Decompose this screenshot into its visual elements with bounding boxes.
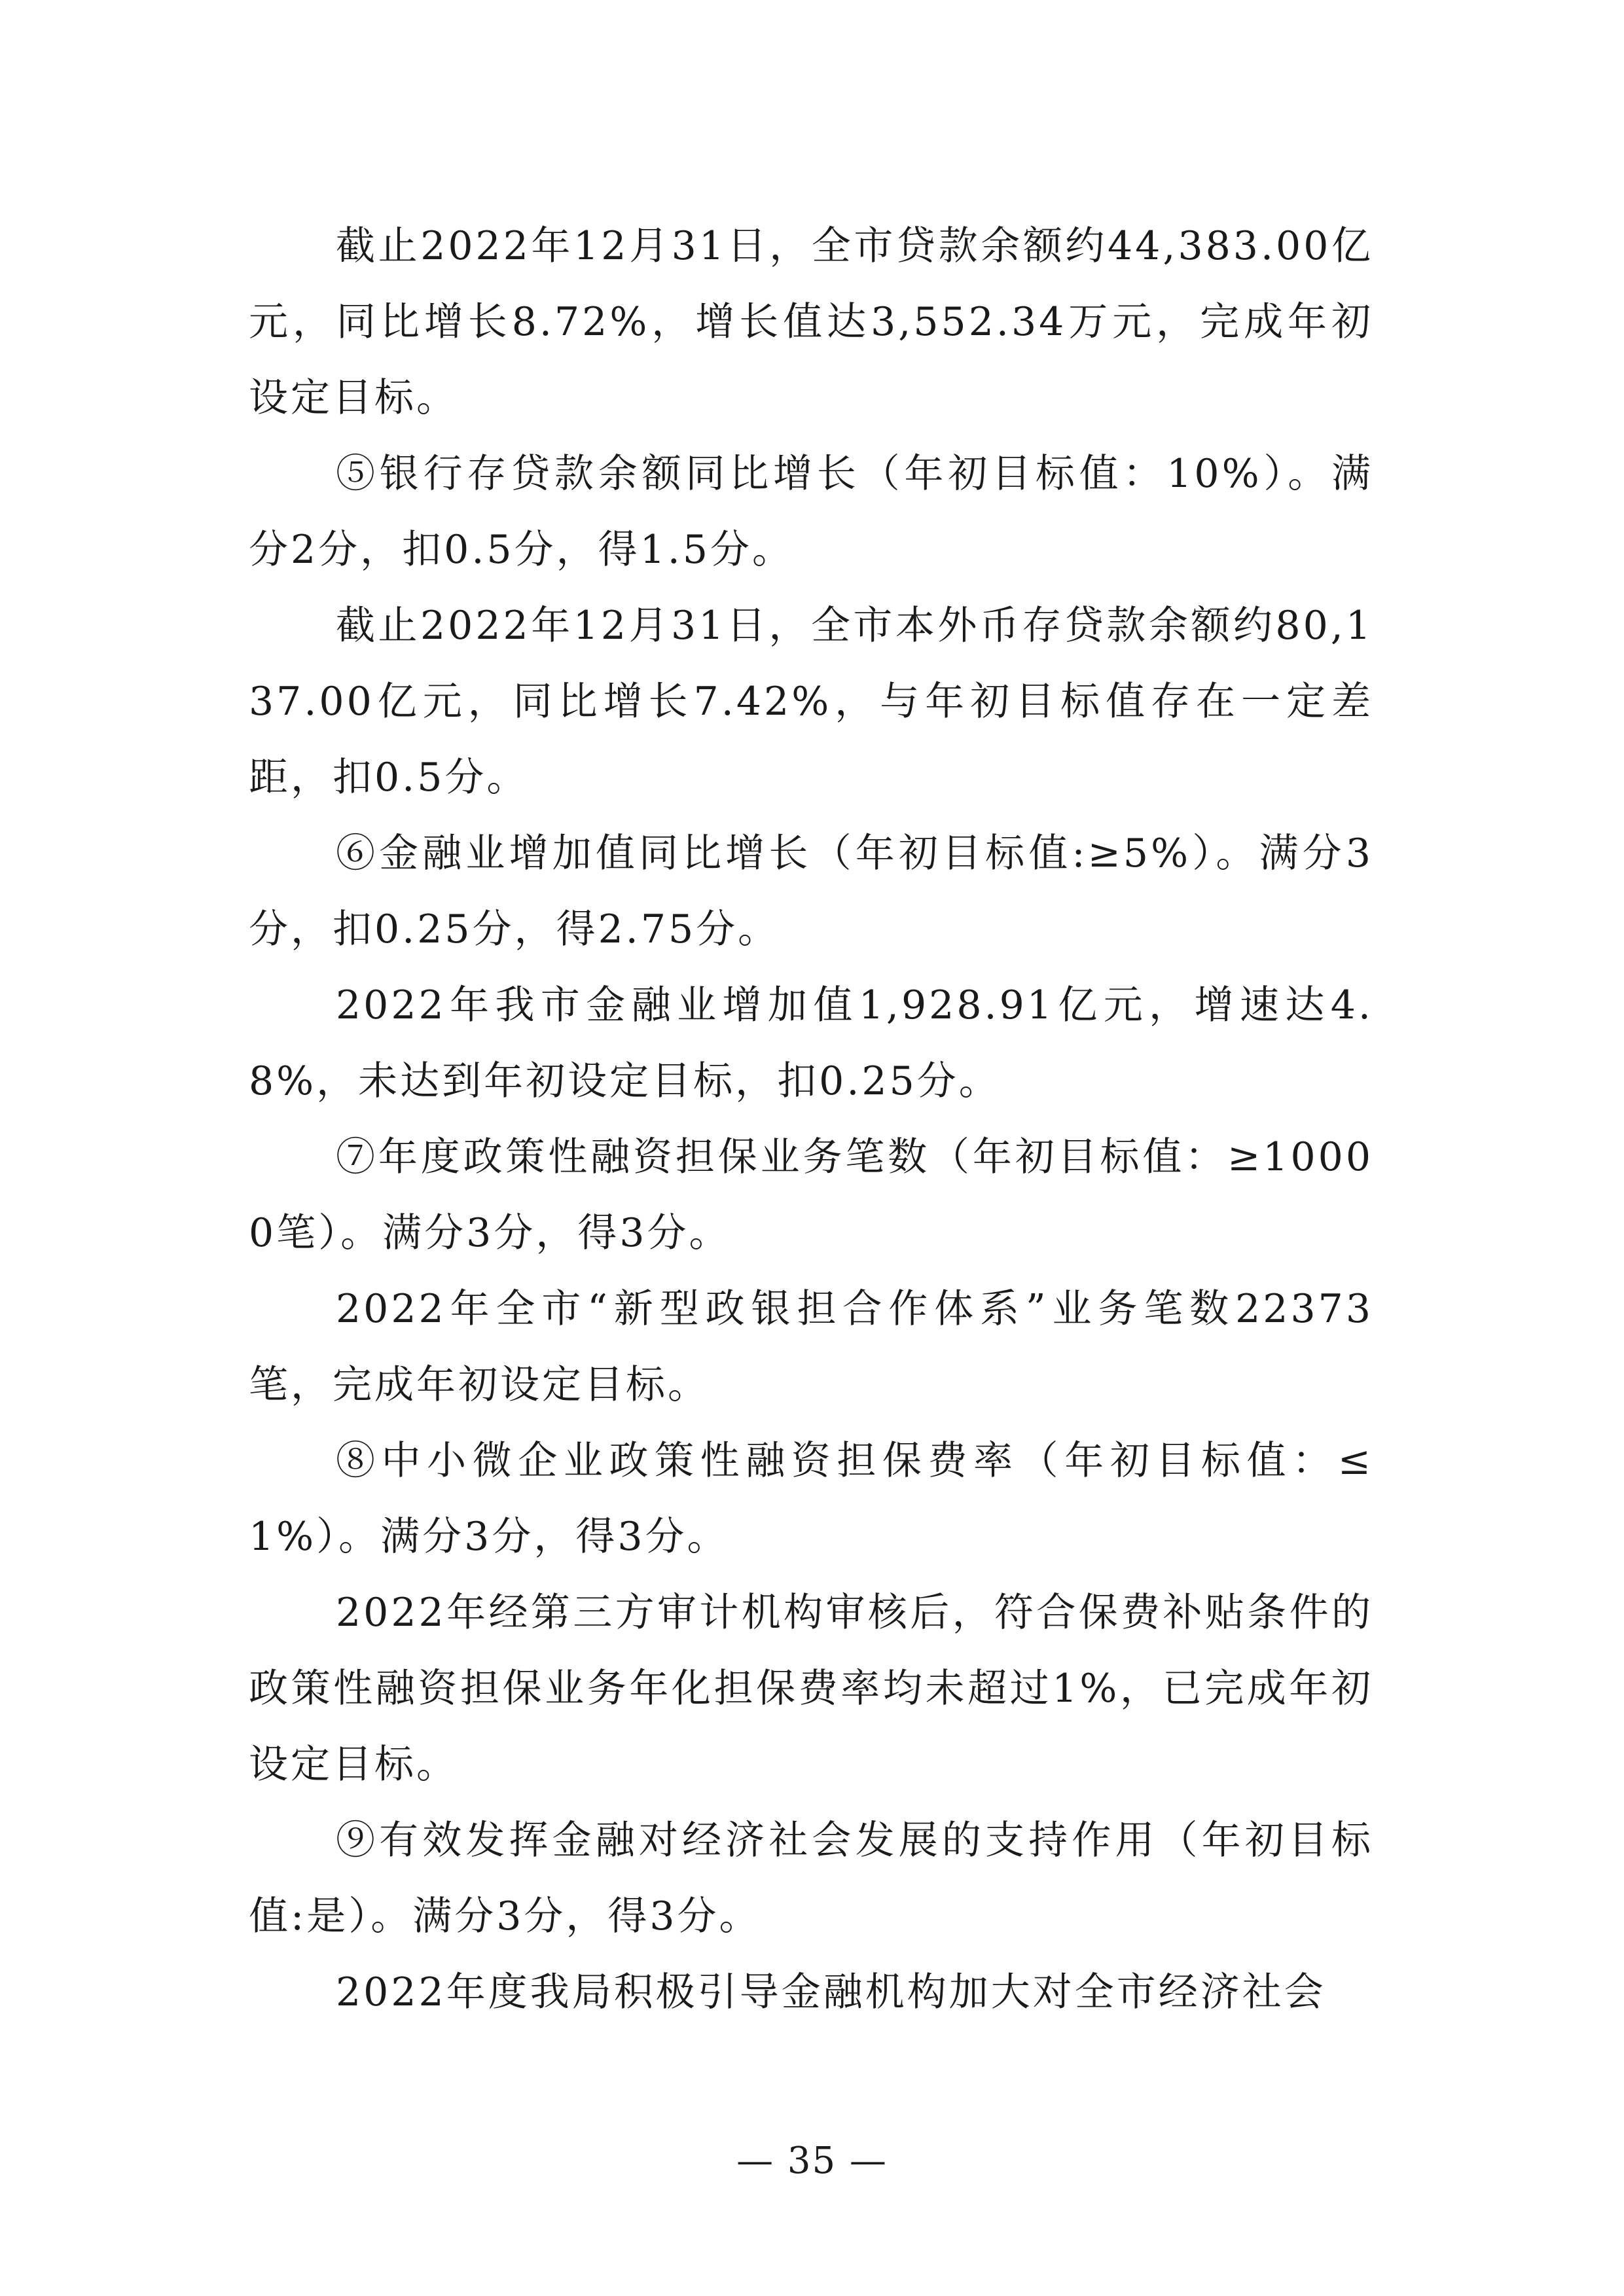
paragraph-indicator-7: ⑦年度政策性融资担保业务笔数（年初目标值：≥10000笔）。满分3分，得3分。 <box>249 1134 1373 1256</box>
page-number: — 35 — <box>736 2140 888 2182</box>
paragraph-finance-value-added: 2022年我市金融业增加值1,928.91亿元，增速达4.8%，未达到年初设定目标，扣0.25分。 <box>249 982 1373 1104</box>
paragraph-loan-balance: 截止2022年12月31日，全市贷款余额约44,383.00亿元，同比增长8.72%，增长值达3,552.34万元，完成年初设定目标。 <box>249 223 1373 421</box>
paragraph-guarantee-count: 2022年全市“新型政银担合作体系”业务笔数22373笔，完成年初设定目标。 <box>249 1286 1373 1408</box>
paragraph-indicator-9: ⑨有效发挥金融对经济社会发展的支持作用（年初目标值:是）。满分3分，得3分。 <box>249 1818 1373 1939</box>
paragraph-indicator-5: ⑤银行存贷款余额同比增长（年初目标值：10%）。满分2分，扣0.5分，得1.5分。 <box>249 451 1373 573</box>
paragraph-indicator-6: ⑥金融业增加值同比增长（年初目标值:≥5%）。满分3分，扣0.25分，得2.75分。 <box>249 831 1373 952</box>
paragraph-guarantee-fee-rate: 2022年经第三方审计机构审核后，符合保费补贴条件的政策性融资担保业务年化担保费率均未超过1%，已完成年初设定目标。 <box>249 1590 1373 1787</box>
paragraph-indicator-8: ⑧中小微企业政策性融资担保费率（年初目标值：≤1%）。满分3分，得3分。 <box>249 1438 1373 1560</box>
paragraph-deposit-loan-balance: 截止2022年12月31日，全市本外币存贷款余额约80,137.00亿元，同比增长7.42%，与年初目标值存在一定差距，扣0.5分。 <box>249 603 1373 800</box>
paragraph-financial-support: 2022年度我局积极引导金融机构加大对全市经济社会 <box>336 1969 1326 2015</box>
body-text <box>249 208 1373 2030</box>
